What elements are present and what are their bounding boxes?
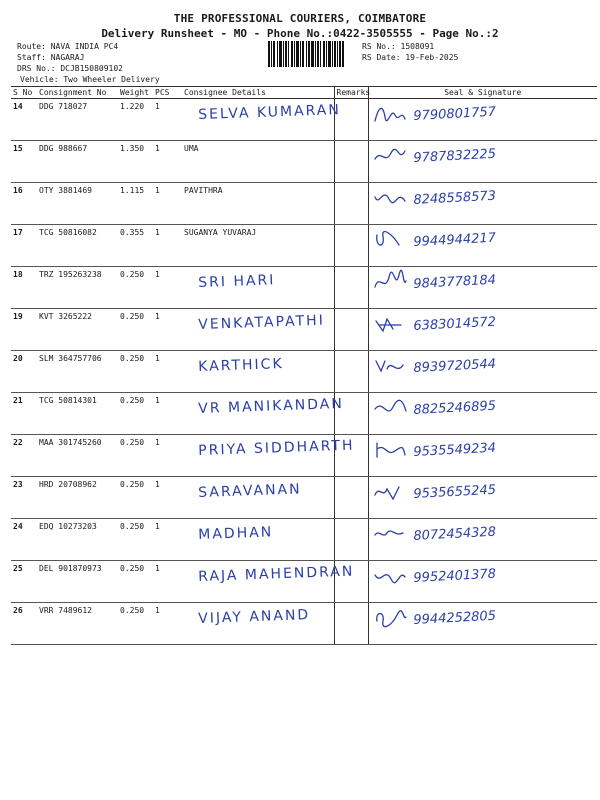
barcode-graphic	[268, 41, 344, 67]
row-sno: 25	[11, 561, 37, 603]
consignee-handwritten-name: PRIYA SIDDHARTH	[198, 437, 355, 459]
signature-phone-number: 9535549234	[412, 440, 496, 460]
row-remarks	[334, 351, 368, 393]
row-remarks	[334, 267, 368, 309]
row-consignee	[182, 309, 334, 351]
signature-scribble	[373, 607, 407, 629]
row-weight: 0.250	[118, 519, 153, 561]
row-consignment-no: KVT 3265222	[37, 309, 118, 351]
signature-phone-number: 9535655245	[412, 482, 496, 502]
row-sno: 26	[11, 603, 37, 645]
row-weight: 1.350	[118, 141, 153, 183]
row-signature	[368, 393, 597, 435]
row-signature	[368, 561, 597, 603]
row-remarks	[334, 183, 368, 225]
table-row	[11, 141, 597, 183]
row-pcs: 1	[153, 99, 182, 141]
signature-phone-number: 8072454328	[412, 524, 496, 544]
row-signature	[368, 267, 597, 309]
row-sno: 19	[11, 309, 37, 351]
signature-phone-number: 9843778184	[412, 272, 496, 292]
row-consignee	[182, 519, 334, 561]
signature-phone-number: 9944944217	[412, 230, 496, 250]
table-row	[11, 519, 597, 561]
row-signature	[368, 99, 597, 141]
consignee-typed-name: PAVITHRA	[184, 186, 223, 195]
row-sno: 20	[11, 351, 37, 393]
row-consignee	[182, 183, 334, 225]
table-row	[11, 309, 597, 351]
row-consignee	[182, 351, 334, 393]
row-consignment-no: MAA 301745260	[37, 435, 118, 477]
signature-scribble	[373, 229, 407, 251]
row-signature	[368, 477, 597, 519]
row-consignment-no: DDG 988667	[37, 141, 118, 183]
col-remarks: Remarks	[334, 87, 368, 99]
row-sno: 22	[11, 435, 37, 477]
signature-scribble	[373, 523, 407, 545]
row-pcs: 1	[153, 519, 182, 561]
row-consignment-no: VRR 7489612	[37, 603, 118, 645]
signature-phone-number: 9944252805	[412, 608, 496, 628]
row-consignee	[182, 393, 345, 435]
row-signature	[368, 141, 597, 183]
row-signature	[368, 309, 597, 351]
row-weight: 0.250	[118, 351, 153, 393]
delivery-table	[11, 86, 597, 645]
signature-phone-number: 8248558573	[412, 188, 496, 208]
consignee-handwritten-name: MADHAN	[198, 524, 274, 543]
consignee-handwritten-name: VIJAY ANAND	[198, 607, 311, 627]
signature-scribble	[373, 565, 407, 587]
row-signature	[368, 435, 597, 477]
row-consignment-no: TCG 50814301	[37, 393, 118, 435]
row-consignment-no: DEL 901870973	[37, 561, 118, 603]
table-row	[11, 561, 597, 603]
row-signature	[368, 519, 597, 561]
rs-number-label: RS No.: 1508091	[362, 42, 435, 51]
row-consignee	[182, 603, 334, 645]
row-pcs: 1	[153, 477, 182, 519]
row-signature	[368, 225, 597, 267]
row-weight: 0.250	[118, 267, 153, 309]
row-weight: 0.250	[118, 393, 153, 435]
row-signature	[368, 351, 597, 393]
table-row	[11, 603, 597, 645]
row-sno: 21	[11, 393, 37, 435]
rs-date-label: RS Date: 19-Feb-2025	[362, 53, 459, 62]
col-pcs: PCS	[153, 87, 182, 99]
row-consignee	[182, 225, 334, 267]
row-consignee	[182, 267, 334, 309]
row-consignment-no: SLM 364757706	[37, 351, 118, 393]
row-weight: 0.250	[118, 561, 153, 603]
company-title: THE PROFESSIONAL COURIERS, COIMBATORE	[173, 12, 427, 25]
row-pcs: 1	[153, 267, 182, 309]
row-sno: 14	[11, 99, 37, 141]
consignee-typed-name: UMA	[184, 144, 199, 153]
consignee-handwritten-name: VR MANIKANDAN	[198, 395, 345, 417]
row-pcs: 1	[153, 225, 182, 267]
row-pcs: 1	[153, 393, 182, 435]
row-pcs: 1	[153, 309, 182, 351]
signature-scribble	[373, 397, 407, 419]
table-row	[11, 477, 597, 519]
row-remarks	[334, 225, 368, 267]
row-weight: 0.355	[118, 225, 153, 267]
signature-phone-number: 9952401378	[412, 566, 496, 586]
signature-scribble	[373, 187, 407, 209]
row-signature	[368, 603, 597, 645]
row-pcs: 1	[153, 351, 182, 393]
table-row	[11, 351, 597, 393]
consignee-handwritten-name: SELVA KUMARAN	[198, 102, 342, 123]
route-label: Route: NAVA INDIA PC4	[17, 42, 119, 51]
row-weight: 0.250	[118, 603, 153, 645]
table-header-row	[11, 87, 597, 99]
row-remarks	[334, 477, 368, 519]
signature-scribble	[373, 439, 407, 461]
drs-label: DRS No.: DCJB150809102	[17, 64, 123, 73]
row-remarks	[334, 603, 368, 645]
row-consignee	[182, 99, 342, 141]
row-pcs: 1	[153, 561, 182, 603]
row-pcs: 1	[153, 183, 182, 225]
row-consignment-no: OTY 3881469	[37, 183, 118, 225]
col-weight: Weight	[118, 87, 153, 99]
signature-phone-number: 8825246895	[412, 398, 496, 418]
row-consignee	[182, 435, 355, 477]
row-consignment-no: TRZ 195263238	[37, 267, 118, 309]
row-sno: 24	[11, 519, 37, 561]
row-pcs: 1	[153, 141, 182, 183]
col-sno: S No	[11, 87, 37, 99]
signature-scribble	[373, 355, 407, 377]
signature-phone-number: 6383014572	[412, 314, 496, 334]
table-row	[11, 183, 597, 225]
signature-scribble	[373, 313, 407, 335]
row-remarks	[334, 141, 368, 183]
col-signature: Seal & Signature	[368, 87, 597, 99]
col-consignment: Consignment No	[37, 87, 118, 99]
consignee-handwritten-name: VENKATAPATHI	[198, 312, 326, 333]
row-signature	[368, 183, 597, 225]
vehicle-label: Vehicle: Two Wheeler Delivery	[20, 75, 160, 84]
row-consignee	[182, 141, 334, 183]
row-pcs: 1	[153, 435, 182, 477]
signature-phone-number: 9790801757	[412, 104, 496, 124]
row-consignment-no: TCG 50816082	[37, 225, 118, 267]
row-consignee	[182, 561, 355, 603]
signature-scribble	[373, 271, 407, 293]
table-row	[11, 393, 597, 435]
consignee-handwritten-name: KARTHICK	[198, 356, 284, 375]
table-row	[11, 267, 597, 309]
runsheet-subtitle: Delivery Runsheet - MO - Phone No.:0422-3505555 - Page No.:2	[101, 27, 499, 40]
staff-label: Staff: NAGARAJ	[17, 53, 85, 62]
row-consignment-no: DDG 718027	[37, 99, 118, 141]
col-consignee: Consignee Details	[182, 87, 334, 99]
table-row	[11, 225, 597, 267]
row-sno: 17	[11, 225, 37, 267]
signature-scribble	[373, 103, 407, 125]
row-remarks	[334, 519, 368, 561]
row-weight: 0.250	[118, 435, 153, 477]
consignee-handwritten-name: SARAVANAN	[198, 481, 302, 501]
consignee-handwritten-name: RAJA MAHENDRAN	[198, 563, 355, 585]
signature-phone-number: 9787832225	[412, 146, 496, 166]
table-row	[11, 435, 597, 477]
row-consignee	[182, 477, 334, 519]
row-weight: 1.220	[118, 99, 153, 141]
table-row	[11, 99, 597, 141]
row-remarks	[334, 309, 368, 351]
signature-scribble	[373, 145, 407, 167]
row-sno: 23	[11, 477, 37, 519]
row-weight: 0.250	[118, 309, 153, 351]
row-consignment-no: HRD 20708962	[37, 477, 118, 519]
row-pcs: 1	[153, 603, 182, 645]
signature-phone-number: 8939720544	[412, 356, 496, 376]
row-consignment-no: EDQ 10273203	[37, 519, 118, 561]
consignee-typed-name: SUGANYA YUVARAJ	[184, 228, 257, 237]
row-sno: 16	[11, 183, 37, 225]
signature-scribble	[373, 481, 407, 503]
consignee-handwritten-name: SRI HARI	[198, 272, 276, 291]
row-sno: 15	[11, 141, 37, 183]
row-weight: 1.115	[118, 183, 153, 225]
row-weight: 0.250	[118, 477, 153, 519]
row-sno: 18	[11, 267, 37, 309]
